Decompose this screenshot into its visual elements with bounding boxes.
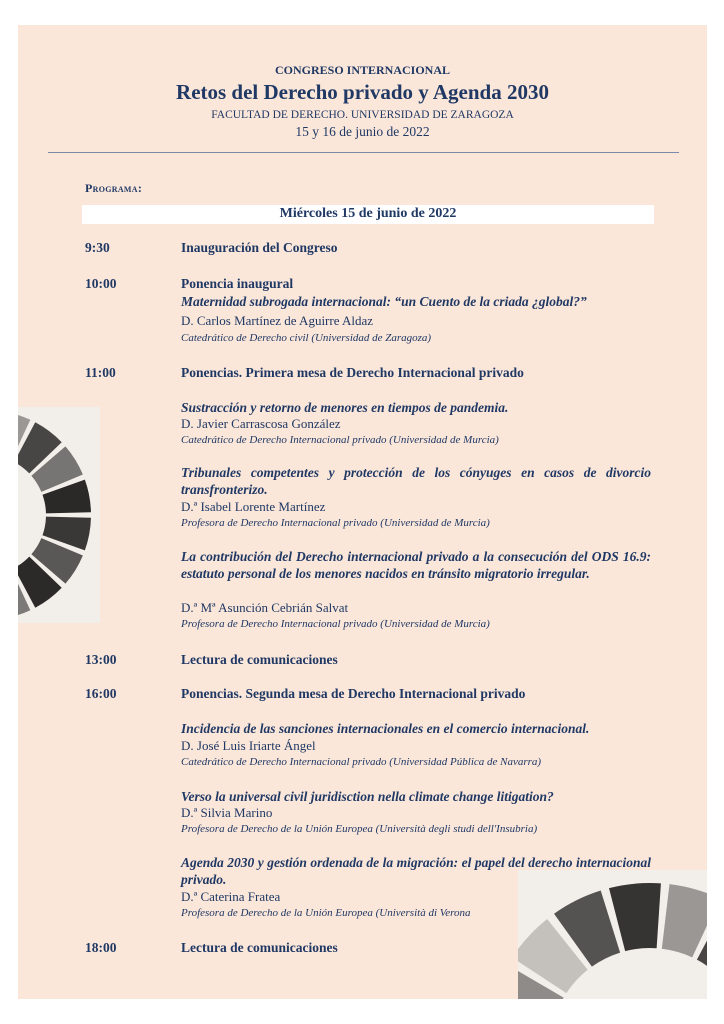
- speaker-affiliation: Profesora de Derecho Internacional privado (Universidad de Murcia): [181, 618, 490, 630]
- speaker-affiliation: Profesora de Derecho Internacional privado (Universidad de Murcia): [181, 517, 490, 529]
- speaker-name: D.ª Isabel Lorente Martínez: [181, 499, 326, 514]
- talk-title: Verso la universal civil juridisction nella climate change litigation?: [181, 789, 554, 804]
- session-time: 9:30: [85, 240, 110, 255]
- speaker-affiliation: Catedrático de Derecho civil (Universidad de Zaragoza): [181, 332, 432, 344]
- speaker-name: D.ª Silvia Marino: [181, 805, 273, 820]
- congress-label: CONGRESO INTERNACIONAL: [274, 63, 451, 77]
- speaker-name: D.ª Mª Asunción Cebrián Salvat: [181, 600, 349, 615]
- speaker-affiliation: Catedrático de Derecho Internacional privado (Universidad de Murcia): [181, 434, 499, 446]
- talk-title: Maternidad subrogada internacional: “un Cuento de la criada ¿global?”: [181, 294, 587, 309]
- session-title: Inauguración del Congreso: [181, 240, 338, 255]
- talk-title: Incidencia de las sanciones internacionales en el comercio internacional.: [181, 721, 590, 736]
- program-page: [18, 25, 707, 999]
- day-heading: Miércoles 15 de junio de 2022: [279, 206, 457, 221]
- talk-title: Tribunales competentes y protección de los cónyuges en casos de divorcio transfronterizo.: [181, 465, 651, 497]
- programa-heading: Programa:: [85, 181, 143, 195]
- talk-title: La contribución del Derecho internacional privado a la consecución del ODS 16.9: estatuto personal de los menores nacidos en tránsito migratorio irregular.: [181, 549, 651, 581]
- speaker-affiliation: Profesora de Derecho de la Unión Europea (Università di Verona: [181, 907, 471, 919]
- speaker-name: D.ª Caterina Fratea: [181, 889, 281, 904]
- session-title: Ponencias. Primera mesa de Derecho Internacional privado: [181, 365, 524, 380]
- session-time: 10:00: [85, 276, 117, 291]
- speaker-name: D. Javier Carrascosa González: [181, 416, 341, 431]
- session-title: Lectura de comunicaciones: [181, 940, 338, 955]
- header-divider: [48, 152, 679, 153]
- event-dates: 15 y 16 de junio de 2022: [295, 124, 430, 139]
- session-time: 18:00: [85, 940, 117, 955]
- session-time: 16:00: [85, 686, 117, 701]
- session-title: Lectura de comunicaciones: [181, 652, 338, 667]
- speaker-affiliation: Profesora de Derecho de la Unión Europea (Università degli studi dell'Insubria): [181, 823, 538, 835]
- session-time: 13:00: [85, 652, 117, 667]
- talk-title: Sustracción y retorno de menores en tiempos de pandemia.: [181, 400, 509, 415]
- talk-title: Agenda 2030 y gestión ordenada de la migración: el papel del derecho internacional privado.: [181, 855, 651, 887]
- faculty-label: FACULTAD DE DERECHO. UNIVERSIDAD DE ZARAGOZA: [211, 109, 514, 121]
- session-time: 11:00: [85, 365, 116, 380]
- sdg-wheel-icon: [18, 407, 100, 623]
- page-title: Retos del Derecho privado y Agenda 2030: [176, 80, 549, 104]
- session-title: Ponencias. Segunda mesa de Derecho Internacional privado: [181, 686, 526, 701]
- speaker-name: D. José Luis Iriarte Ángel: [181, 738, 316, 753]
- sdg-wheel-icon: [518, 870, 707, 999]
- speaker-name: D. Carlos Martínez de Aguirre Aldaz: [181, 313, 374, 328]
- speaker-affiliation: Catedrático de Derecho Internacional privado (Universidad Pública de Navarra): [181, 756, 542, 768]
- session-title: Ponencia inaugural: [181, 276, 294, 291]
